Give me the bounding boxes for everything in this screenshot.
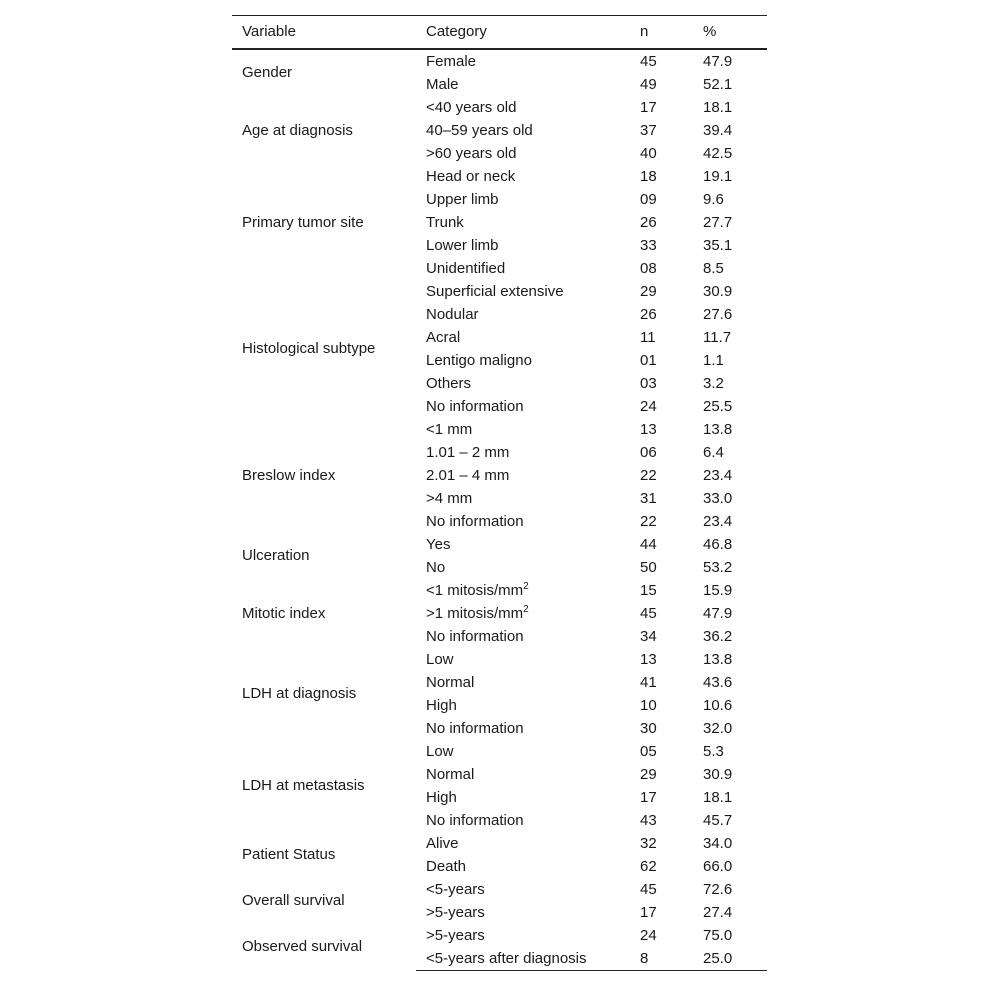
variable-cell: Ulceration [242, 547, 310, 564]
category-label: High [426, 788, 457, 806]
category-cell [416, 556, 630, 579]
count-cell: 50 [640, 558, 657, 576]
category-label: No information [426, 512, 524, 530]
count-cell: 18 [640, 167, 657, 185]
table-row [232, 96, 767, 119]
percent-cell: 32.0 [703, 719, 733, 737]
percent-cell: 3.2 [703, 374, 724, 392]
percent-cell: 19.1 [703, 167, 733, 185]
category-cell [416, 441, 630, 464]
table-row [232, 832, 767, 855]
count-cell: 30 [640, 719, 657, 737]
percent-cell: 9.6 [703, 190, 724, 208]
category-label: No information [426, 811, 524, 829]
percent-cell: 23.4 [703, 512, 733, 530]
count-cell: 05 [640, 742, 657, 760]
count-cell: 29 [640, 765, 657, 783]
count-cell: 41 [640, 673, 657, 691]
percent-cell: 75.0 [703, 926, 733, 944]
count-cell: 33 [640, 236, 657, 254]
category-label: High [426, 696, 457, 714]
variable-cell: Overall survival [242, 892, 345, 909]
category-label: Yes [426, 535, 451, 553]
percent-cell: 36.2 [703, 627, 733, 645]
header-row [232, 16, 767, 49]
category-cell [416, 280, 630, 303]
category-cell [416, 487, 630, 510]
category-cell [416, 901, 630, 924]
category-label: 40–59 years old [426, 121, 533, 139]
percent-cell: 18.1 [703, 98, 733, 116]
percent-cell: 15.9 [703, 581, 733, 599]
category-label: <1 mitosis/mm [426, 581, 524, 599]
category-label: Alive [426, 834, 459, 852]
table-body [232, 49, 767, 971]
category-cell [416, 395, 630, 418]
count-cell: 49 [640, 75, 657, 93]
category-cell [416, 579, 630, 602]
category-cell [416, 763, 630, 786]
count-cell: 31 [640, 489, 657, 507]
percent-cell: 1.1 [703, 351, 724, 369]
percent-cell: 27.6 [703, 305, 733, 323]
percent-cell: 27.4 [703, 903, 733, 921]
count-cell: 06 [640, 443, 657, 461]
count-cell: 01 [640, 351, 657, 369]
table-row [232, 280, 767, 303]
percent-cell: 30.9 [703, 765, 733, 783]
count-cell: 43 [640, 811, 657, 829]
category-label: No information [426, 719, 524, 737]
category-cell [416, 740, 630, 763]
header-variable: Variable [232, 16, 416, 49]
percent-cell: 47.9 [703, 604, 733, 622]
table-row [232, 533, 767, 556]
count-cell: 45 [640, 880, 657, 898]
percent-cell: 45.7 [703, 811, 733, 829]
category-cell [416, 510, 630, 533]
category-label: No information [426, 397, 524, 415]
count-cell: 24 [640, 397, 657, 415]
variable-cell: Patient Status [242, 846, 336, 863]
variable-cell: Age at diagnosis [242, 121, 353, 139]
count-cell: 45 [640, 52, 657, 70]
category-label: >1 mitosis/mm [426, 604, 524, 622]
percent-cell: 13.8 [703, 420, 733, 438]
percent-cell: 25.0 [693, 947, 767, 971]
category-cell [416, 142, 630, 165]
percent-cell: 39.4 [703, 121, 733, 139]
category-cell [416, 119, 630, 142]
variable-cell: LDH at metastasis [242, 777, 365, 794]
percent-cell: 5.3 [703, 742, 724, 760]
category-label: Acral [426, 328, 461, 346]
category-label: >60 years old [426, 144, 517, 162]
count-cell: 34 [640, 627, 657, 645]
category-cell [416, 211, 630, 234]
count-cell: 09 [640, 190, 657, 208]
count-cell: 22 [640, 466, 657, 484]
variable-cell: Gender [242, 64, 293, 81]
category-label: No information [426, 627, 524, 645]
percent-cell: 18.1 [703, 788, 733, 806]
percent-cell: 30.9 [703, 282, 733, 300]
characteristics-table [232, 15, 767, 971]
category-label: >5-years [426, 903, 485, 921]
category-label: Normal [426, 765, 475, 783]
category-label: Lentigo maligno [426, 351, 532, 369]
category-cell [416, 96, 630, 119]
count-cell: 17 [640, 903, 657, 921]
category-cell [416, 924, 630, 947]
percent-cell: 53.2 [703, 558, 733, 576]
table-row [232, 740, 767, 763]
category-cell [416, 717, 630, 740]
table-row [232, 579, 767, 602]
count-cell: 26 [640, 213, 657, 231]
category-label: <5-years [426, 880, 485, 898]
variable-cell: Observed survival [242, 938, 363, 956]
category-label: Head or neck [426, 167, 516, 185]
superscript: 2 [523, 580, 529, 592]
header-percent: % [693, 16, 767, 49]
header-category: Category [416, 16, 630, 49]
category-label: Female [426, 52, 477, 70]
category-label: Death [426, 857, 467, 875]
count-cell: 15 [640, 581, 657, 599]
percent-cell: 10.6 [703, 696, 733, 714]
percent-cell: 43.6 [703, 673, 733, 691]
category-cell [416, 533, 630, 556]
category-label: No [426, 558, 446, 576]
percent-cell: 6.4 [703, 443, 724, 461]
header-n: n [630, 16, 693, 49]
superscript: 2 [523, 603, 529, 615]
count-cell: 08 [640, 259, 657, 277]
count-cell: 22 [640, 512, 657, 530]
category-label: >4 mm [426, 489, 473, 507]
category-cell [416, 49, 630, 73]
category-cell [416, 878, 630, 901]
count-cell: 32 [640, 834, 657, 852]
category-label: Low [426, 650, 454, 668]
count-cell: 62 [640, 857, 657, 875]
table-row [232, 648, 767, 671]
count-cell: 13 [640, 650, 657, 668]
category-cell [416, 809, 630, 832]
category-cell [416, 625, 630, 648]
category-cell [416, 786, 630, 809]
percent-cell: 72.6 [703, 880, 733, 898]
category-cell [416, 326, 630, 349]
category-cell [416, 648, 630, 671]
category-label: Normal [426, 673, 475, 691]
percent-cell: 66.0 [703, 857, 733, 875]
category-label: Others [426, 374, 472, 392]
category-label: Low [426, 742, 454, 760]
category-cell [416, 165, 630, 188]
variable-cell: Histological subtype [242, 340, 376, 357]
category-label: 2.01 – 4 mm [426, 466, 510, 484]
category-label: <1 mm [426, 420, 473, 438]
percent-cell: 33.0 [703, 489, 733, 507]
category-cell [416, 73, 630, 96]
percent-cell: 13.8 [703, 650, 733, 668]
table-row [232, 49, 767, 73]
category-label: <5-years after diagnosis [426, 949, 587, 967]
count-cell: 17 [640, 98, 657, 116]
count-cell: 26 [640, 305, 657, 323]
variable-cell: Mitotic index [242, 604, 326, 622]
category-cell [416, 694, 630, 717]
category-cell [416, 349, 630, 372]
count-cell: 24 [640, 926, 657, 944]
variable-cell: LDH at diagnosis [242, 685, 357, 702]
table-header [232, 16, 767, 49]
count-cell: 8 [630, 947, 693, 971]
category-cell [416, 303, 630, 326]
category-cell [416, 832, 630, 855]
category-label: Unidentified [426, 259, 506, 277]
table-row [232, 418, 767, 441]
category-cell [416, 947, 630, 971]
percent-cell: 8.5 [703, 259, 724, 277]
category-cell [416, 188, 630, 211]
variable-cell: Primary tumor site [242, 213, 364, 231]
percent-cell: 34.0 [703, 834, 733, 852]
category-label: Nodular [426, 305, 479, 323]
count-cell: 03 [640, 374, 657, 392]
category-label: Upper limb [426, 190, 499, 208]
category-label: Superficial extensive [426, 282, 564, 300]
category-label: >5-years [426, 926, 485, 944]
table-row [232, 924, 767, 947]
category-cell [416, 234, 630, 257]
count-cell: 17 [640, 788, 657, 806]
percent-cell: 46.8 [703, 535, 733, 553]
percent-cell: 35.1 [703, 236, 733, 254]
count-cell: 10 [640, 696, 657, 714]
category-label: <40 years old [426, 98, 517, 116]
count-cell: 37 [640, 121, 657, 139]
category-cell [416, 418, 630, 441]
percent-cell: 11.7 [703, 328, 732, 346]
count-cell: 45 [640, 604, 657, 622]
count-cell: 44 [640, 535, 657, 553]
category-cell [416, 602, 630, 625]
category-cell [416, 372, 630, 395]
category-label: 1.01 – 2 mm [426, 443, 510, 461]
percent-cell: 42.5 [703, 144, 733, 162]
category-cell [416, 257, 630, 280]
table-row [232, 878, 767, 901]
variable-cell: Breslow index [242, 466, 336, 484]
count-cell: 11 [640, 328, 656, 346]
table-row [232, 165, 767, 188]
category-label: Trunk [426, 213, 464, 231]
count-cell: 29 [640, 282, 657, 300]
category-label: Male [426, 75, 459, 93]
percent-cell: 25.5 [703, 397, 733, 415]
percent-cell: 52.1 [703, 75, 733, 93]
category-cell [416, 671, 630, 694]
percent-cell: 27.7 [703, 213, 733, 231]
category-label: Lower limb [426, 236, 499, 254]
category-cell [416, 855, 630, 878]
percent-cell: 23.4 [703, 466, 733, 484]
percent-cell: 47.9 [703, 52, 733, 70]
count-cell: 40 [640, 144, 657, 162]
count-cell: 13 [640, 420, 657, 438]
category-cell [416, 464, 630, 487]
